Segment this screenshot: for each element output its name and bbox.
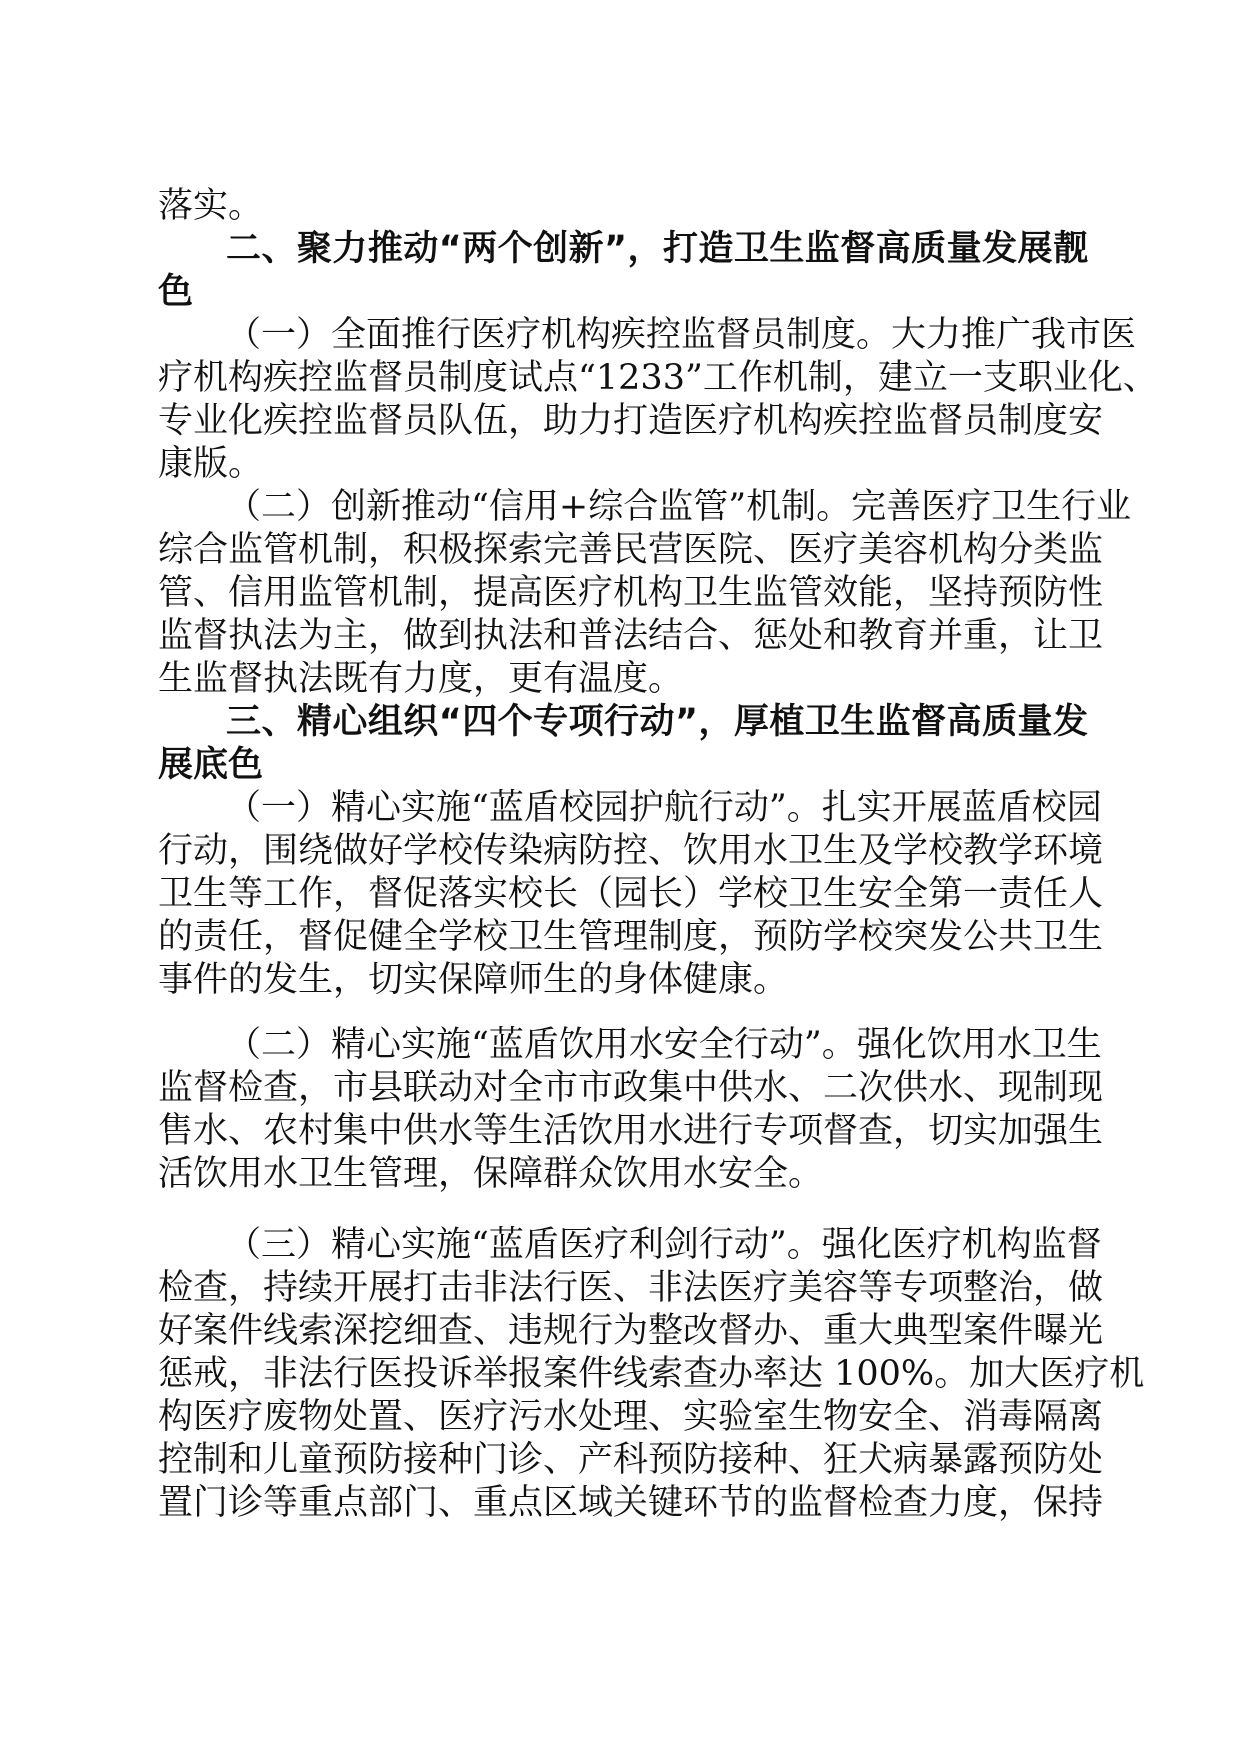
text-line: 事件的发生，切实保障师生的身体健康。	[158, 960, 789, 1000]
text-line: 卫生等工作，督促落实校长（园长）学校卫生安全第一责任人	[158, 874, 1104, 914]
text-line: 活饮用水卫生管理，保障群众饮用水安全。	[158, 1154, 824, 1194]
text-line: 惩戒，非法行医投诉举报案件线索查办率达 100%。加大医疗机	[158, 1354, 1145, 1394]
text-line: 管、信用监管机制，提高医疗机构卫生监管效能，坚持预防性	[158, 573, 1104, 613]
section-heading: 色	[158, 272, 194, 312]
text-line: 康版。	[158, 444, 264, 484]
text-line: 综合监管机制，积极探索完善民营医院、医疗美容机构分类监	[158, 530, 1104, 570]
text-line: （一）精心实施“蓝盾校园护航行动”。扎实开展蓝盾校园	[226, 788, 1102, 828]
text-line: 置门诊等重点部门、重点区域关键环节的监督检查力度，保持	[158, 1483, 1104, 1523]
text-line: （三）精心实施“蓝盾医疗利剑行动”。强化医疗机构监督	[226, 1225, 1102, 1265]
text-line: 构医疗废物处置、医疗污水处理、实验室生物安全、消毒隔离	[158, 1397, 1104, 1437]
text-line: 专业化疾控监督员队伍，助力打造医疗机构疾控监督员制度安	[158, 401, 1104, 441]
text-line: 检查，持续开展打击非法行医、非法医疗美容等专项整治，做	[158, 1268, 1104, 1308]
text-line: 售水、农村集中供水等生活饮用水进行专项督查，切实加强生	[158, 1111, 1104, 1151]
text-line: 疗机构疾控监督员制度试点“1233”工作机制，建立一支职业化、	[158, 358, 1158, 398]
text-line: 监督执法为主，做到执法和普法结合、惩处和教育并重，让卫	[158, 616, 1104, 656]
text-line: （二）精心实施“蓝盾饮用水安全行动”。强化饮用水卫生	[226, 1025, 1102, 1065]
text-line: 的责任，督促健全学校卫生管理制度，预防学校突发公共卫生	[158, 917, 1104, 957]
section-heading: 展底色	[158, 745, 264, 785]
text-line: 好案件线索深挖细查、违规行为整改督办、重大典型案件曝光	[158, 1311, 1104, 1351]
section-heading: 二、聚力推动“两个创新”，打造卫生监督高质量发展靓	[226, 229, 1088, 269]
text-line: 行动，围绕做好学校传染病防控、饮用水卫生及学校教学环境	[158, 831, 1104, 871]
text-line: 生监督执法既有力度，更有温度。	[158, 659, 684, 699]
text-line: （二）创新推动“信用+综合监管”机制。完善医疗卫生行业	[226, 487, 1132, 527]
text-line: 控制和儿童预防接种门诊、产科预防接种、狂犬病暴露预防处	[158, 1440, 1104, 1480]
text-line: 监督检查，市县联动对全市市政集中供水、二次供水、现制现	[158, 1068, 1104, 1108]
text-line: （一）全面推行医疗机构疾控监督员制度。大力推广我市医	[226, 315, 1137, 355]
section-heading: 三、精心组织“四个专项行动”，厚植卫生监督高质量发	[226, 702, 1088, 742]
text-line: 落实。	[158, 186, 264, 226]
